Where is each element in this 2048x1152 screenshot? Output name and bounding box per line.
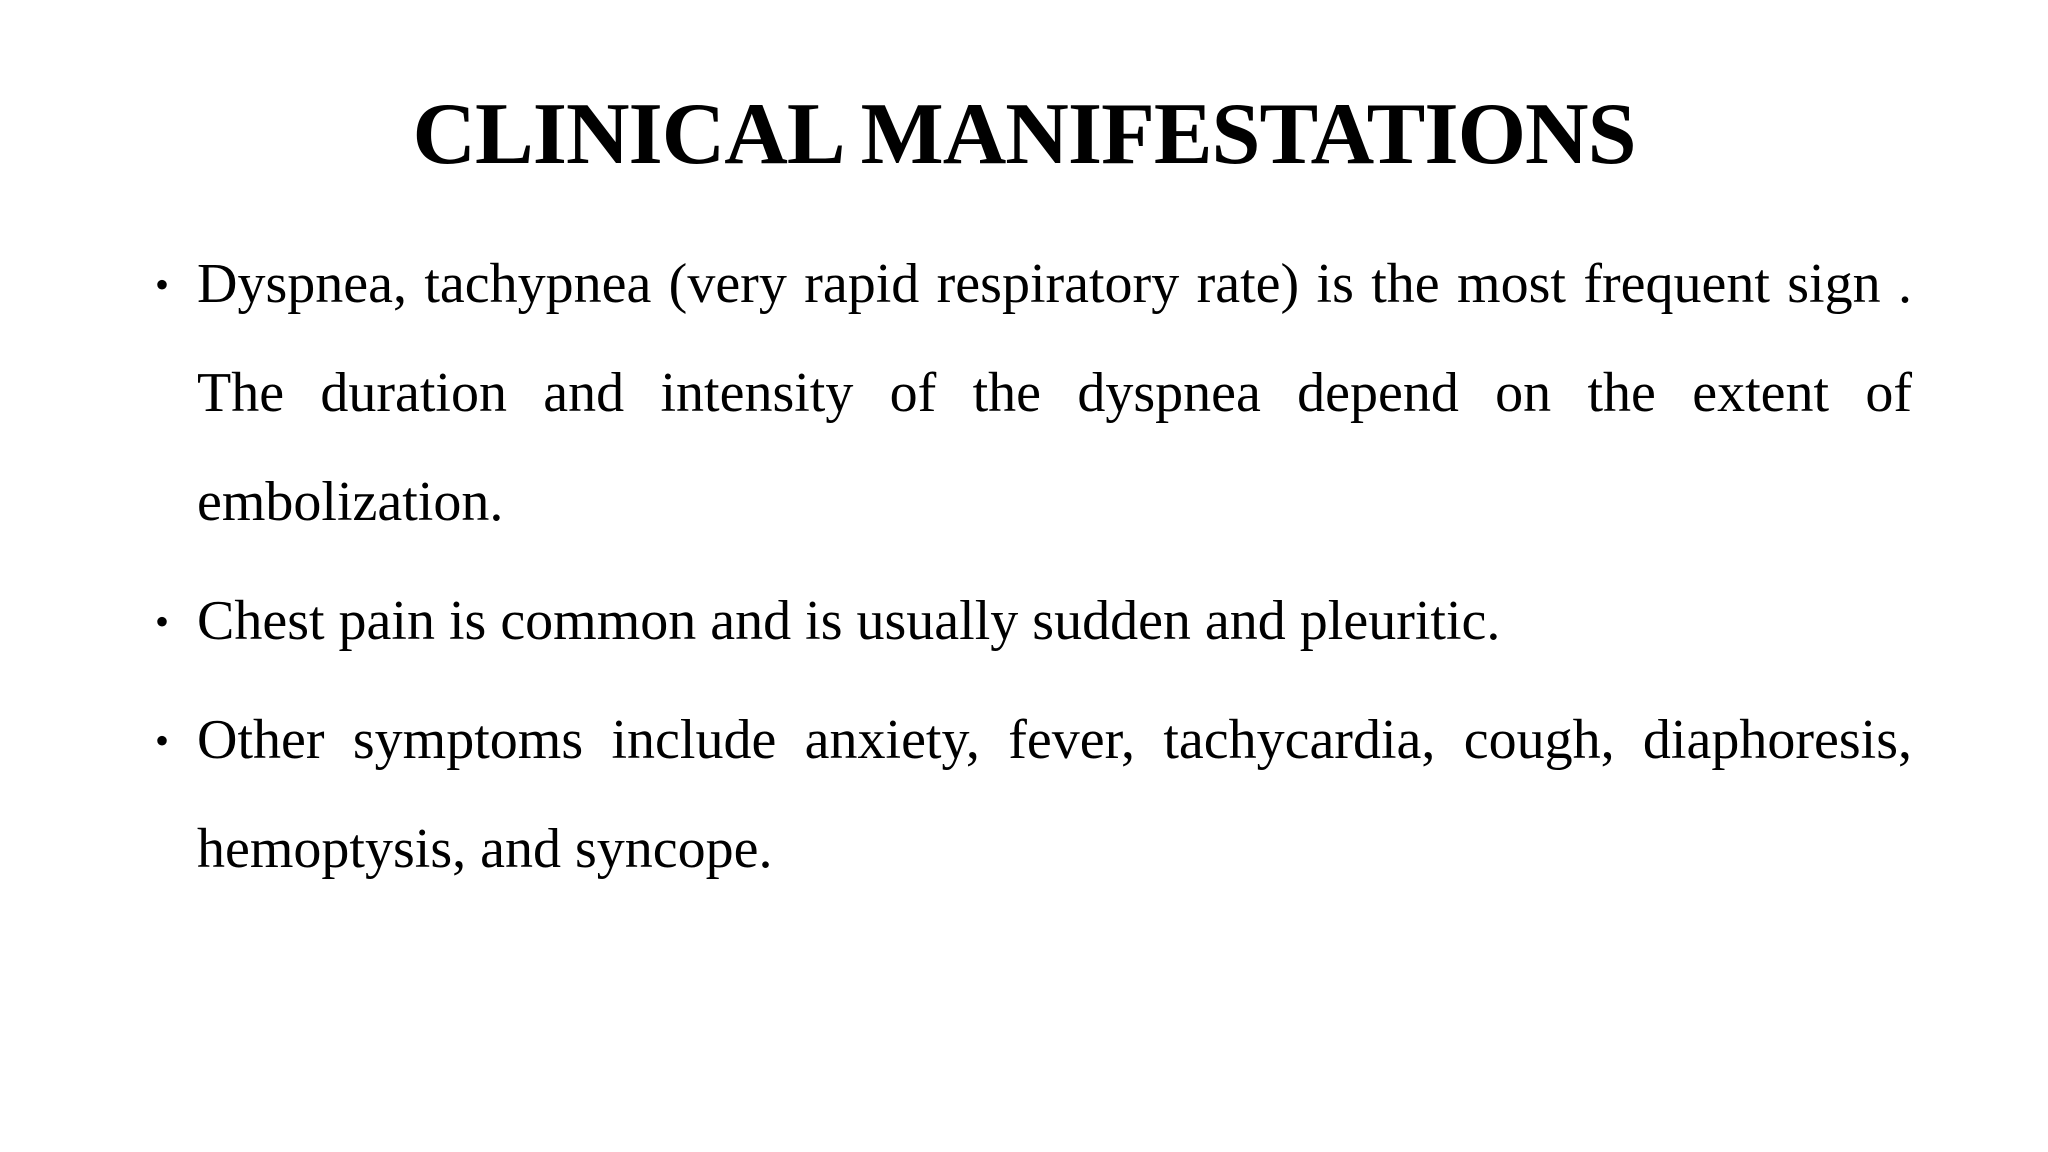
bullet-item-chest-pain — [155, 567, 1912, 676]
bullet-item-dyspnea — [155, 230, 1912, 557]
slide-title: CLINICAL MANIFESTATIONS — [412, 86, 1636, 183]
bullet-text: Chest pain is common and is usually sudden and pleuritic. — [197, 590, 1501, 652]
bullet-icon: • — [155, 262, 170, 307]
bullet-text: Other symptoms include anxiety, fever, tachycardia, cough, diaphoresis, hemoptysis, and syncope. — [197, 709, 1912, 880]
bullet-icon: • — [155, 599, 170, 644]
bullet-text: Dyspnea, tachypnea (very rapid respiratory rate) is the most frequent sign . The duration and intensity of the dyspnea depend on the extent of embolization. — [197, 253, 1912, 533]
bullet-icon: • — [155, 718, 170, 763]
bullet-list — [155, 230, 1912, 914]
bullet-item-other-symptoms — [155, 686, 1912, 904]
